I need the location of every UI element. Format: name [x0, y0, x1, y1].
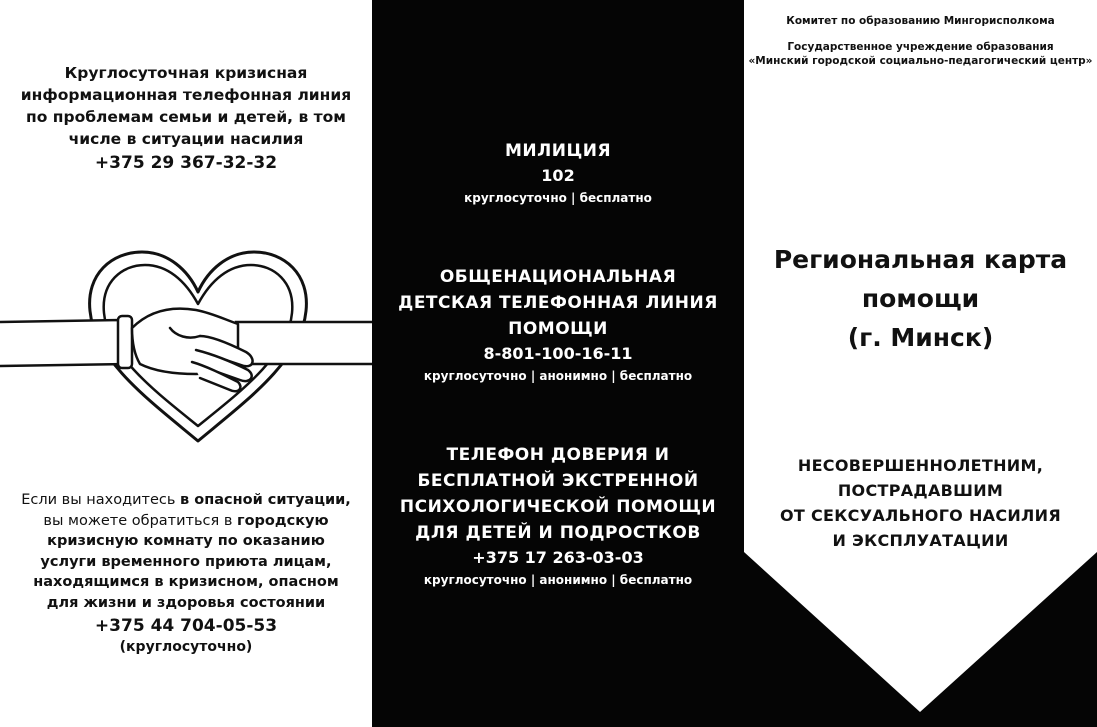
trust-line-name: ПСИХОЛОГИЧЕСКОЙ ПОМОЩИ	[399, 497, 717, 517]
trust-line-name: ДЛЯ ДЕТЕЙ И ПОДРОСТКОВ	[415, 523, 701, 543]
shelter-text-bold: кризисную комнату по оказанию	[47, 533, 325, 549]
child-line-name: ДЕТСКАЯ ТЕЛЕФОННАЯ ЛИНИЯ	[398, 293, 718, 313]
hotline-line: информационная телефонная линия	[20, 86, 352, 104]
child-line-block	[372, 264, 744, 386]
middle-panel	[372, 0, 744, 727]
child-line-tags: круглосуточно | анонимно | бесплатно	[423, 369, 693, 383]
institution-line: «Минский городской социально-педагогический центр»	[748, 55, 1093, 67]
title-line: Региональная карта	[773, 245, 1068, 274]
shelter-phone: +375 44 704-05-53	[94, 616, 278, 636]
child-line-number: 8-801-100-16-11	[483, 344, 633, 363]
audience-block	[744, 453, 1097, 553]
institution-line: Государственное учреждение образования	[787, 41, 1054, 53]
shelter-text-bold: услуги временного приюта лицам,	[40, 553, 332, 570]
bottom-chevron-shape	[744, 0, 1097, 727]
shelter-text-bold: для жизни и здоровья состоянии	[46, 594, 326, 611]
trust-line-name: ТЕЛЕФОН ДОВЕРИЯ И	[446, 445, 670, 465]
trust-line-tags: круглосуточно | анонимно | бесплатно	[423, 573, 693, 587]
trust-line-block	[372, 442, 744, 590]
hotline-line: числе в ситуации насилия	[68, 130, 304, 148]
audience-line: НЕСОВЕРШЕННОЛЕТНИМ,	[797, 456, 1044, 475]
left-panel	[0, 0, 372, 727]
right-panel	[744, 0, 1097, 727]
audience-line: ПОСТРАДАВШИМ	[837, 481, 1004, 500]
committee-name: Комитет по образованию Мингорисполкома	[786, 15, 1055, 27]
audience-line: И ЭКСПЛУАТАЦИИ	[832, 531, 1009, 550]
shelter-text-bold: находящимся в кризисном, опасном	[33, 574, 339, 590]
police-block	[372, 138, 744, 208]
hotline-line: по проблемам семьи и детей, в том	[26, 108, 346, 126]
crisis-hotline-block	[0, 62, 372, 174]
trust-line-number: +375 17 263-03-03	[472, 548, 644, 567]
police-number: 102	[541, 166, 575, 185]
hotline-line: Круглосуточная кризисная	[64, 64, 308, 82]
crisis-room-block	[0, 490, 372, 657]
child-line-name: ОБЩЕНАЦИОНАЛЬНАЯ	[439, 267, 677, 287]
hotline-phone: +375 29 367-32-32	[94, 153, 278, 173]
shelter-note: (круглосуточно)	[119, 638, 253, 655]
title-line: помощи	[861, 284, 980, 313]
police-name: МИЛИЦИЯ	[504, 141, 612, 161]
page-title	[744, 240, 1097, 357]
shelter-text: Если вы находитесь	[21, 492, 181, 508]
trust-line-name: БЕСПЛАТНОЙ ЭКСТРЕННОЙ	[417, 471, 699, 491]
heart-handshake-icon	[0, 236, 372, 456]
audience-line: ОТ СЕКСУАЛЬНОГО НАСИЛИЯ	[780, 506, 1061, 525]
shelter-text-bold: в опасной ситуации,	[180, 492, 351, 508]
organization-header	[744, 14, 1097, 68]
police-tags: круглосуточно | бесплатно	[464, 191, 652, 205]
shelter-text: вы можете обратиться в	[43, 512, 238, 529]
title-line: (г. Минск)	[847, 323, 994, 352]
child-line-name: ПОМОЩИ	[508, 319, 608, 339]
shelter-text-bold: городскую	[237, 512, 329, 529]
